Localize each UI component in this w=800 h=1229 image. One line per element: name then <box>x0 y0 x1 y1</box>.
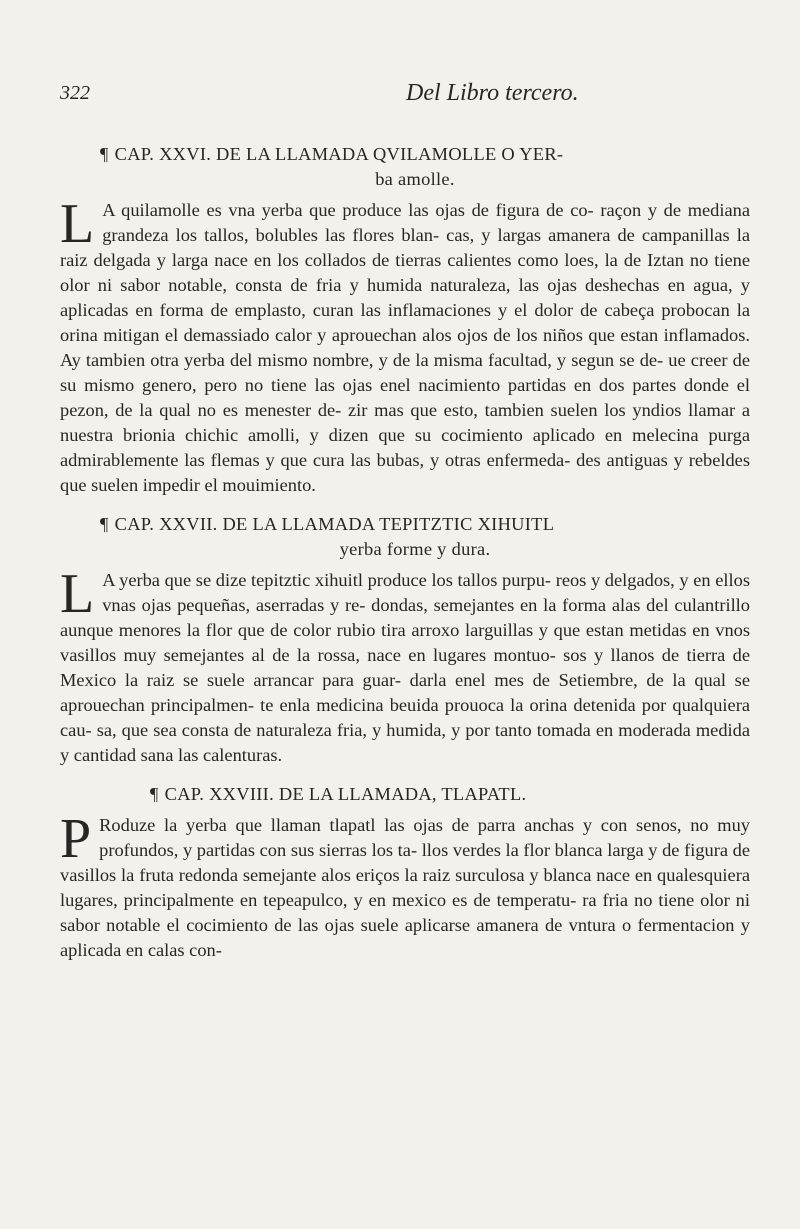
page-number: 322 <box>60 82 90 104</box>
chapter-heading-line2: yerba forme y dura. <box>339 539 491 559</box>
chapter-heading-line1: CAP. XXVI. DE LA LLAMADA QVILAMOLLE O YER- <box>114 144 564 164</box>
chapter-paragraph <box>60 193 750 498</box>
chapter-paragraph <box>60 808 750 963</box>
chapter-text: A quilamolle es vna yerba que produce las ojas de figura de co- raçon y de mediana grandeza los tallos, bolubles las flores blan- cas, y largas amanera de campanillas la raiz delgada y larga nace en los collados de tierras calientes como loes, la de Iztan no tiene olor ni sabor notable, consta de fria y humida naturaleza, las ojas deshechas en agua, y aplicadas en forma de emplasto, curan las inflamaciones y el dolor de cabeça probocan la orina mitigan el demassiado calor y aprouechan alos ojos de los niños que estan inflamados. Ay tambien otra yerba del mismo nombre, y de la misma facultad, y segun se de- ue creer de su mismo genero, pero no tiene las ojas enel nacimiento partidas en dos partes donde el pezon, de la qual no es menester de- zir mas que esto, tambien suelen los yndios llamar a nuestra brionia chichic amolli, y dizen que su cocimiento aplicado en melecina purga admirablemente las flemas y que cura las bubas, y otras enfermeda- des antiguas y rebeldes que suelen impedir el mouimiento. <box>60 200 750 495</box>
chapter-heading-line1: CAP. XXVII. DE LA LLAMADA TEPITZTIC XIHUITL <box>114 514 555 534</box>
page-body <box>60 142 750 977</box>
pilcrow-icon: ¶ <box>100 514 109 534</box>
chapter-heading <box>60 512 750 562</box>
chapter-26 <box>60 142 750 498</box>
chapter-text: A yerba que se dize tepitztic xihuitl produce los tallos purpu- reos y delgados, y en ellos vnas ojas pequeñas, aserradas y re- dondas, semejantes en la forma alas del culantrillo aunque menores la flor que de color rubio tira arroxo larguillas y que estan metidas en vnos vasillos muy semejantes al de la rossa, nace en lugares montuo- sos y llanos de tierra de Mexico la raiz se suele arrancar para guar- darla enel mes de Setiembre, de la qual se aprouechan principalmen- te enla medicina beuida prouoca la orina detenida por qualquiera cau- sa, que sea consta de naturaleza fria, y humida, y por tanto tomada en moderada medida y cantidad sana las calenturas. <box>60 570 750 765</box>
chapter-text: Roduze la yerba que llaman tlapatl las ojas de parra anchas y con senos, no muy profundos, y partidas con sus sierras los ta- llos verdes la flor blanca larga y de figura de vasillos la fruta redonda semejante alos eriços la raiz surculosa y blanca nace en qualesquiera lugares, principalmente en tepeapulco, y en mexico es de temperatu- ra fria no tiene olor ni sabor notable el cocimiento de las ojas suele aplicarse amanera de vntura o fermentacion y aplicada en calas con- <box>60 815 750 960</box>
chapter-heading-line2: ba amolle. <box>375 169 455 189</box>
drop-cap: P <box>60 808 92 870</box>
pilcrow-icon: ¶ <box>100 144 109 164</box>
running-title: Del Libro tercero. <box>406 80 579 106</box>
drop-cap: L <box>60 193 95 255</box>
pilcrow-icon: ¶ <box>150 784 159 804</box>
chapter-heading <box>60 142 750 192</box>
drop-cap: L <box>60 563 95 625</box>
chapter-heading <box>60 782 750 807</box>
chapter-heading-line1: CAP. XXVIII. DE LA LLAMADA, TLAPATL. <box>164 784 527 804</box>
chapter-paragraph <box>60 563 750 768</box>
chapter-27 <box>60 512 750 768</box>
page-header <box>60 82 750 112</box>
chapter-28 <box>60 782 750 963</box>
